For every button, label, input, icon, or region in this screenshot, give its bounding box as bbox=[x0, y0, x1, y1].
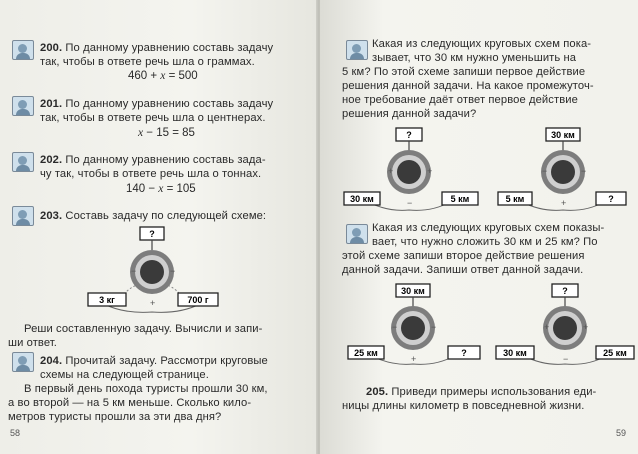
question-1-line-2: зывает, что 30 км нужно уменьшить на bbox=[372, 52, 577, 64]
svg-text:+: + bbox=[583, 322, 589, 332]
page-number-left: 58 bbox=[10, 428, 21, 438]
question-2-line-3: этой схеме запиши второе действие решения bbox=[342, 250, 585, 262]
task-204-line-1: 204. Прочитай задачу. Рассмотри круговые bbox=[40, 355, 268, 367]
task-202-line-1: 202. По данному уравнению составь зада- bbox=[40, 154, 266, 166]
scheme-c-right: ? bbox=[461, 348, 467, 358]
right-page bbox=[320, 0, 638, 454]
svg-text:+: + bbox=[150, 298, 156, 308]
question-1-line-1: Какая из следующих круговых схем пока- bbox=[372, 38, 592, 50]
pupil-icon bbox=[12, 206, 34, 226]
task-200-line-1: 200. По данному уравнению составь задачу bbox=[40, 42, 274, 54]
svg-text:−: − bbox=[407, 198, 413, 208]
scheme-d-right: 25 км bbox=[603, 348, 627, 358]
task-205-line-2: ницы длины километр в повседневной жизни. bbox=[342, 400, 585, 412]
question-1-line-5: ное требование даёт ответ первое действие bbox=[342, 94, 578, 106]
scheme-a bbox=[340, 124, 490, 214]
scheme-203-top: ? bbox=[149, 229, 155, 239]
question-2-line-2: вает, что нужно сложить 30 км и 25 км? По bbox=[372, 236, 598, 248]
svg-text:−: − bbox=[170, 266, 176, 276]
task-202-line-2: чу так, чтобы в ответе речь шла о тоннах. bbox=[40, 168, 262, 180]
scheme-a-right: 5 км bbox=[450, 194, 470, 204]
svg-text:+: + bbox=[561, 198, 567, 208]
question-1-line-4: решения данной задачи. На какое промежуточ- bbox=[342, 80, 594, 92]
scheme-203 bbox=[84, 224, 224, 316]
scheme-b-top: 30 км bbox=[551, 130, 575, 140]
question-2-line-1: Какая из следующих круговых схем показы- bbox=[372, 222, 605, 234]
scheme-c bbox=[344, 280, 494, 368]
task-201-equation: x − 15 = 85 bbox=[138, 127, 195, 139]
svg-text:+: + bbox=[388, 166, 394, 176]
task-204-line-5: метров туристы прошли за эти два дня? bbox=[8, 411, 222, 423]
task-204-line-4: а во второй — на 5 км меньше. Сколько кило- bbox=[8, 397, 252, 409]
task-203-line-1: 203. Составь задачу по следующей схеме: bbox=[40, 210, 267, 222]
scheme-a-top: ? bbox=[406, 130, 412, 140]
scheme-203-left: 3 кг bbox=[99, 295, 115, 305]
scheme-b-left: 5 км bbox=[505, 194, 525, 204]
pupil-icon bbox=[12, 96, 34, 116]
left-page bbox=[0, 0, 318, 454]
scheme-c-left: 25 км bbox=[354, 348, 378, 358]
question-1-line-3: 5 км? По этой схеме запиши первое действие bbox=[342, 66, 586, 78]
svg-text:−: − bbox=[563, 354, 569, 364]
pupil-icon bbox=[346, 40, 368, 60]
scheme-d-top: ? bbox=[562, 286, 568, 296]
svg-text:+: + bbox=[411, 354, 417, 364]
scheme-d-left: 30 км bbox=[503, 348, 527, 358]
task-201-line-2: так, чтобы в ответе речь шла о центнерах. bbox=[40, 112, 266, 124]
task-204-line-3: В первый день похода туристы прошли 30 км, bbox=[24, 383, 268, 395]
question-1-line-6: решения данной задачи? bbox=[342, 108, 477, 120]
task-205-line-1: 205. Приведи примеры использования еди- bbox=[366, 386, 597, 398]
pupil-icon bbox=[12, 152, 34, 172]
scheme-d bbox=[494, 280, 638, 368]
svg-text:−: − bbox=[581, 166, 587, 176]
book-icon bbox=[12, 352, 34, 372]
scheme-a-left: 30 км bbox=[350, 194, 374, 204]
svg-text:−: − bbox=[131, 266, 137, 276]
svg-text:−: − bbox=[431, 322, 437, 332]
svg-text:+: + bbox=[427, 166, 433, 176]
scheme-c-top: 30 км bbox=[401, 286, 425, 296]
question-2-line-4: данной задачи. Запиши ответ данной задачи. bbox=[342, 264, 584, 276]
task-204-line-2: схемы на следующей странице. bbox=[40, 369, 209, 381]
scheme-b-right: ? bbox=[608, 194, 614, 204]
scheme-b bbox=[492, 124, 638, 214]
pupil-icon bbox=[12, 40, 34, 60]
pupil-icon bbox=[346, 224, 368, 244]
task-201-line-1: 201. По данному уравнению составь задачу bbox=[40, 98, 274, 110]
svg-text:+: + bbox=[544, 322, 550, 332]
svg-text:−: − bbox=[392, 322, 398, 332]
task-202-equation: 140 − x = 105 bbox=[126, 183, 196, 195]
task-200-line-2: так, чтобы в ответе речь шла о граммах. bbox=[40, 56, 255, 68]
page-number-right: 59 bbox=[616, 428, 627, 438]
scheme-203-right: 700 г bbox=[187, 295, 209, 305]
svg-text:−: − bbox=[542, 166, 548, 176]
task-203-followup-1: Реши составленную задачу. Вычисли и запи- bbox=[24, 323, 263, 335]
task-200-equation: 460 + x = 500 bbox=[128, 70, 198, 82]
task-203-followup-2: ши ответ. bbox=[8, 337, 57, 349]
